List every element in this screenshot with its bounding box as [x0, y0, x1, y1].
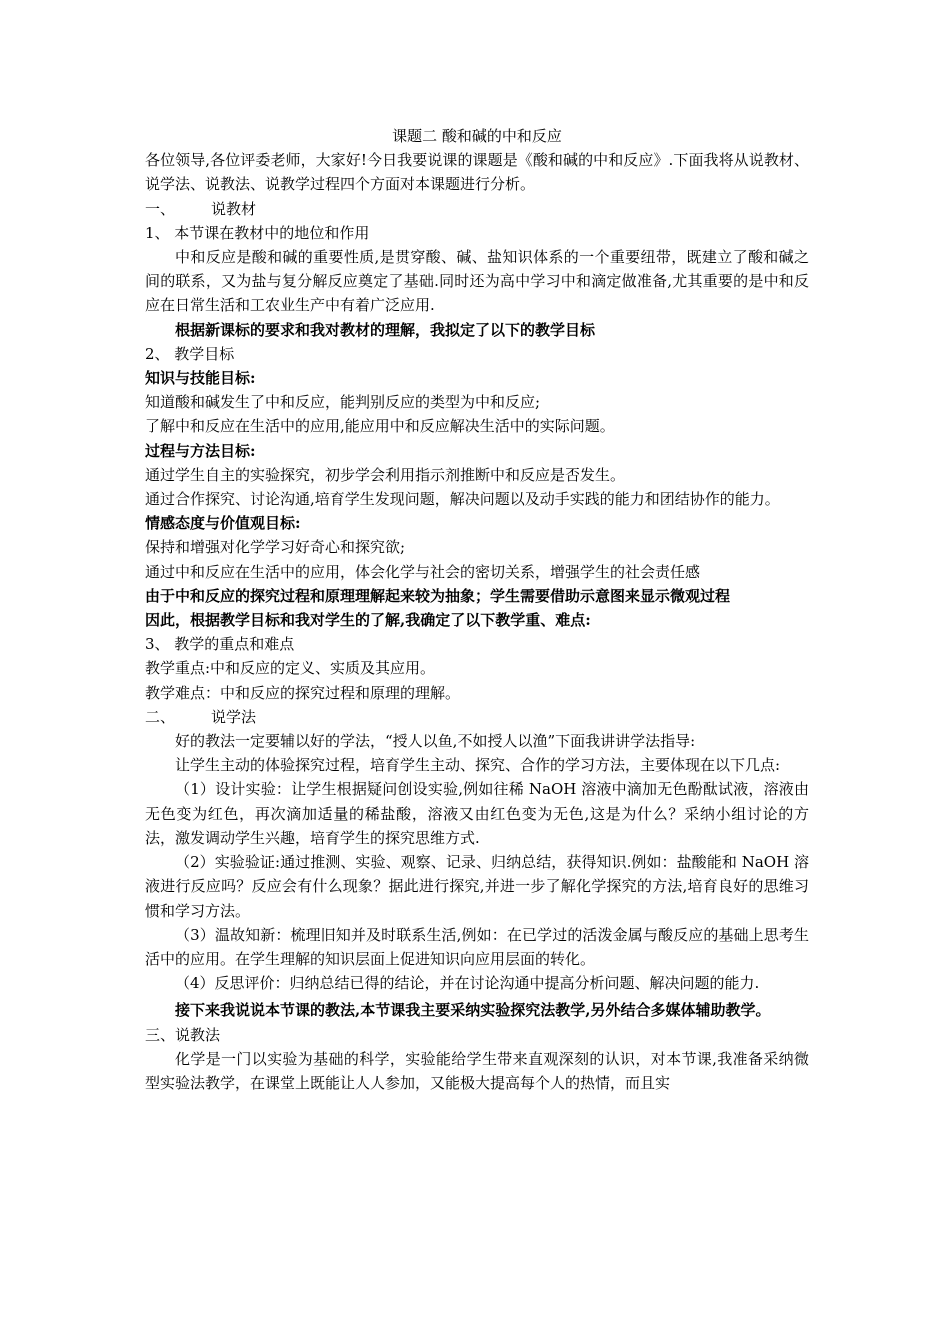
section-heading-textbook [145, 197, 809, 221]
learning-point: （1）设计实验：让学生根据疑问创设实验,例如往稀 NaOH 溶液中滴加无色酚酞试液，溶液由无色变为红色，再次滴加适量的稀盐酸，溶液又由红色变为无色,这是为什么？采纳小组讨论的方法，激发调动学生兴趣，培育学生的探究思维方式. [145, 780, 809, 847]
learning-point: （4）反思评价：归纳总结已得的结论，并在讨论沟通中提高分析问题、解决问题的能力. [175, 974, 760, 993]
paragraph-learning-intro: 好的教法一定要辅以好的学法，“授人以鱼,不如授人以渔”下面我讲讲学法指导: [175, 732, 696, 751]
goal-knowledge-item: 了解中和反应在生活中的应用,能应用中和反应解决生活中的实际问题。 [145, 417, 615, 436]
goal-process-title: 过程与方法目标: [145, 441, 256, 460]
subheading-position: 1、 本节课在教材中的地位和作用 [145, 223, 370, 242]
section-title: 说学法 [211, 707, 257, 726]
paragraph-position: 中和反应是酸和碱的重要性质,是贯穿酸、碱、盐知识体系的一个重要纽带，既建立了酸和碱之间的联系，又为盐与复分解反应奠定了基础.同时还为高中学习中和滴定做准备,尤其重要的是中和反应在日常生活和工农业生产中有着广泛应用. [145, 248, 809, 315]
section-title: 说教材 [211, 199, 257, 218]
goal-knowledge-item: 知道酸和碱发生了中和反应，能判别反应的类型为中和反应; [145, 393, 541, 412]
document-body [145, 124, 809, 1095]
paragraph-learning-method: 让学生主动的体验探究过程，培育学生主动、探究、合作的学习方法，主要体现在以下几点: [175, 756, 781, 775]
goal-process-item: 通过学生自主的实验探究，初步学会利用指示剂推断中和反应是否发生。 [145, 465, 626, 484]
bold-transition-keypoints: 因此，根据教学目标和我对学生的了解,我确定了以下教学重、难点: [145, 611, 591, 630]
section-heading-teaching: 三、说教法 [145, 1025, 221, 1044]
paragraph-teaching-method: 化学是一门以实验为基础的科学，实验能给学生带来直观深刻的认识，对本节课,我准备采纳微型实验法教学，在课堂上既能让人人参加，又能极大提高每个人的热情，而且实 [145, 1049, 809, 1092]
document-title: 课题二 酸和碱的中和反应 [392, 127, 562, 145]
key-point: 教学重点:中和反应的定义、实质及其应用。 [145, 659, 436, 678]
section-number: 一、 [145, 199, 176, 218]
bold-transition-goals: 根据新课标的要求和我对教材的理解，我拟定了以下的教学目标 [175, 320, 596, 339]
bold-transition-teaching: 接下来我说说本节课的教法,本节课我主要采纳实验探究法教学,另外结合多媒体辅助教学。 [175, 1001, 771, 1020]
difficult-point: 教学难点：中和反应的探究过程和原理的理解。 [145, 683, 461, 702]
subheading-goals: 2、 教学目标 [145, 344, 235, 363]
section-number: 二、 [145, 707, 176, 726]
section-heading-learning [145, 705, 809, 729]
goal-emotion-item: 保持和增强对化学学习好奇心和探究欲; [145, 538, 406, 557]
intro-paragraph: 各位领导,各位评委老师，大家好!今日我要说课的课题是《酸和碱的中和反应》.下面我将从说教材、说学法、说教法、说教学过程四个方面对本课题进行分析。 [145, 151, 809, 194]
goal-emotion-title: 情感态度与价值观目标: [145, 514, 301, 533]
goal-knowledge-title: 知识与技能目标: [145, 369, 256, 388]
learning-point: （3）温故知新：梳理旧知并及时联系生活,例如：在已学过的活泼金属与酸反应的基础上思考生活中的应用。在学生理解的知识层面上促进知识向应用层面的转化。 [145, 925, 809, 968]
goal-process-item: 通过合作探究、讨论沟通,培育学生发现问题，解决问题以及动手实践的能力和团结协作的能力。 [145, 490, 780, 509]
learning-point: （2）实验验证:通过推测、实验、观察、记录、归纳总结，获得知识.例如：盐酸能和 NaOH 溶液进行反应吗？反应会有什么现象？据此进行探究,并进一步了解化学探究的方法,培育良好的思维习惯和学习方法。 [145, 853, 809, 920]
subheading-keypoints: 3、 教学的重点和难点 [145, 635, 295, 654]
goal-emotion-item: 通过中和反应在生活中的应用，体会化学与社会的密切关系，增强学生的社会责任感 [145, 562, 701, 581]
bold-note-abstract: 由于中和反应的探究过程和原理理解起来较为抽象；学生需要借助示意图来显示微观过程 [145, 586, 731, 605]
